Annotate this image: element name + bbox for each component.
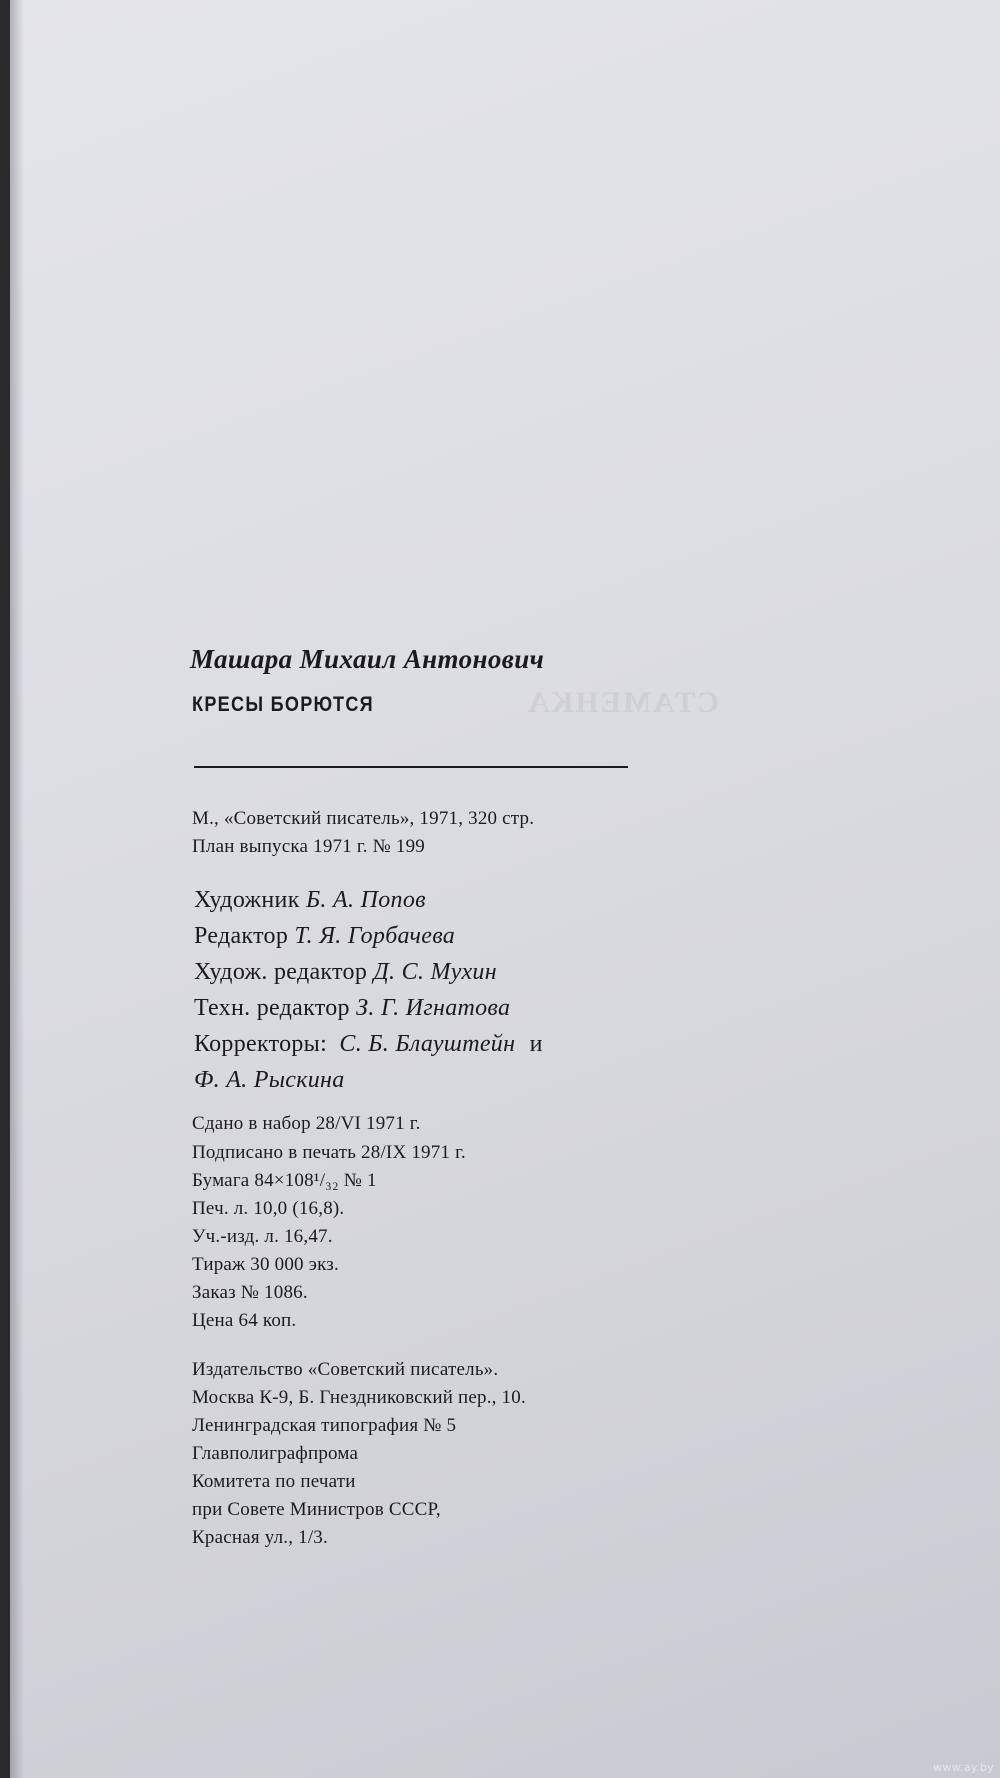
production-line: Бумага 84×108¹/₃₂ № 1 xyxy=(192,1170,377,1191)
publisher-line: Красная ул., 1/3. xyxy=(192,1527,328,1548)
credit-name: Ф. А. Рыскина xyxy=(194,1067,345,1093)
credit-name: С. Б. Блауштейн xyxy=(339,1031,516,1057)
book-page xyxy=(10,0,1000,1778)
show-through-print: СТАМЕНКА xyxy=(526,686,719,719)
credit-role: Художник xyxy=(194,887,300,913)
credit-line xyxy=(194,995,510,1022)
credit-name: Д. С. Мухин xyxy=(373,959,497,985)
credit-role: Техн. редактор xyxy=(194,995,350,1021)
credit-line xyxy=(194,959,497,986)
publisher-line: Ленинградская типография № 5 xyxy=(192,1415,457,1436)
author-name: Машара Михаил Антонович xyxy=(190,644,545,674)
publisher-line: Издательство «Советский писатель». xyxy=(192,1359,499,1380)
publisher-line: Комитета по печати xyxy=(192,1471,356,1492)
book-title: КРЕСЫ БОРЮТСЯ xyxy=(192,693,374,716)
imprint-line: План выпуска 1971 г. № 199 xyxy=(192,836,425,857)
credit-name: Т. Я. Горбачева xyxy=(294,923,456,949)
credit-role: Редактор xyxy=(194,923,289,949)
divider-rule xyxy=(194,766,628,768)
production-line: Тираж 30 000 экз. xyxy=(192,1254,339,1275)
credit-line xyxy=(194,887,426,914)
production-line: Сдано в набор 28/VI 1971 г. xyxy=(192,1113,421,1134)
production-line: Цена 64 коп. xyxy=(192,1310,297,1331)
publisher-line: Главполиграфпрома xyxy=(192,1443,359,1464)
credit-role: Худож. редактор xyxy=(194,959,368,985)
imprint-line: М., «Советский писатель», 1971, 320 стр. xyxy=(192,808,535,829)
production-line: Заказ № 1086. xyxy=(192,1282,308,1303)
credit-conjunction: и xyxy=(529,1031,543,1057)
credit-name: Б. А. Попов xyxy=(305,887,426,913)
site-watermark: www.ay.by xyxy=(933,1761,994,1774)
credit-line xyxy=(194,1031,543,1058)
production-line: Уч.-изд. л. 16,47. xyxy=(192,1226,333,1247)
publisher-line: при Совете Министров СССР, xyxy=(192,1499,441,1520)
credit-name: З. Г. Игнатова xyxy=(356,995,511,1021)
credit-role: Корректоры: xyxy=(194,1031,328,1057)
production-line: Подписано в печать 28/IX 1971 г. xyxy=(192,1142,466,1163)
credit-line xyxy=(194,923,455,950)
production-line: Печ. л. 10,0 (16,8). xyxy=(192,1198,345,1219)
publisher-line: Москва К-9, Б. Гнездниковский пер., 10. xyxy=(192,1387,526,1408)
